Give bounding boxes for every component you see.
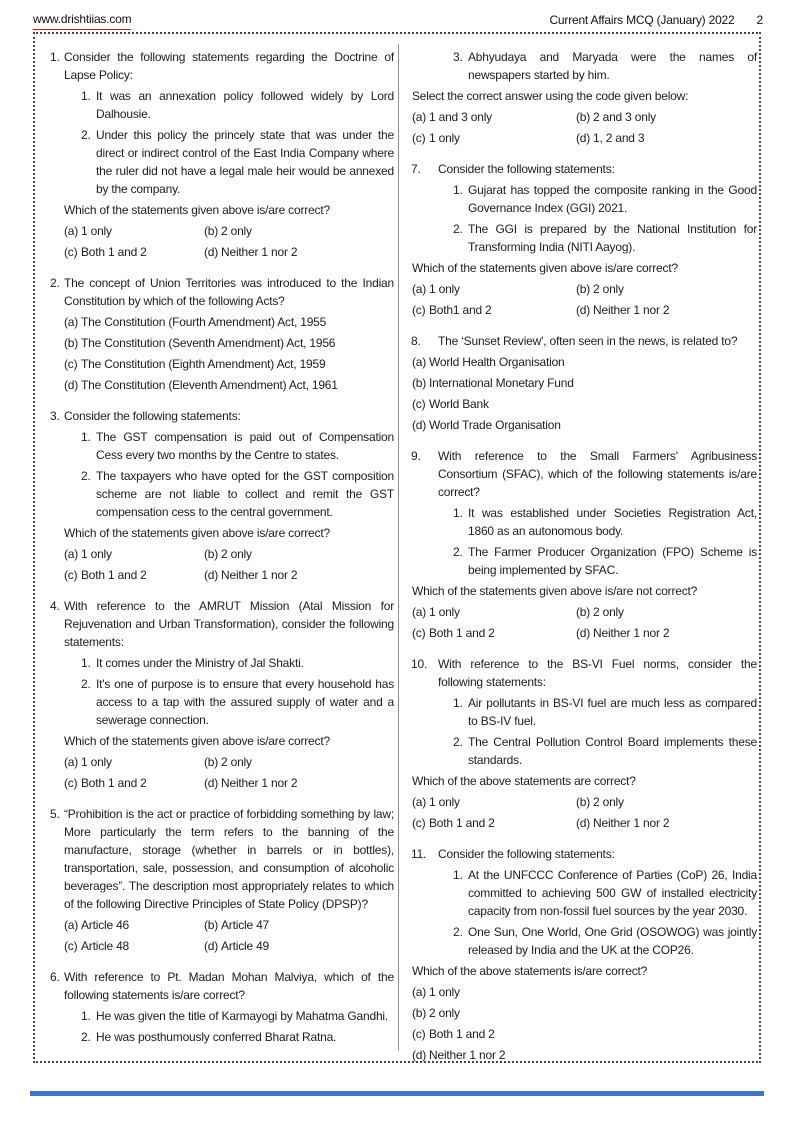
option bbox=[64, 545, 204, 563]
statement-text: It was established under Societies Registration Act, 1860 as an autonomous body. bbox=[468, 506, 757, 538]
option-text: Article 47 bbox=[221, 918, 270, 932]
options bbox=[64, 313, 394, 394]
option-text: Both 1 and 2 bbox=[81, 245, 147, 259]
option-label: (a) bbox=[64, 315, 79, 329]
question-text: The concept of Union Territories was introduced to the Indian Constitution by which of the following Acts? bbox=[64, 276, 394, 308]
option bbox=[412, 814, 576, 832]
option bbox=[64, 916, 204, 934]
question-text: With reference to the AMRUT Mission (Atal Mission for Rejuvenation and Urban Transformation), consider the following statements: bbox=[64, 599, 394, 649]
question-prompt: Which of the above statements are correct? bbox=[412, 774, 636, 788]
option bbox=[412, 1004, 757, 1022]
option-label: (b) bbox=[204, 547, 219, 561]
option-text: 1 only bbox=[429, 795, 460, 809]
page-header bbox=[549, 11, 763, 29]
statement-number: 3. bbox=[453, 50, 463, 64]
option-label: (a) bbox=[64, 755, 79, 769]
statement-text: The Central Pollution Control Board implements these standards. bbox=[468, 735, 757, 767]
options bbox=[412, 603, 757, 642]
option-text: 2 only bbox=[221, 755, 252, 769]
option bbox=[412, 1025, 757, 1043]
option-text: The Constitution (Fourth Amendment) Act, 1955 bbox=[81, 315, 327, 329]
column-right bbox=[410, 48, 757, 1064]
question-2 bbox=[48, 274, 394, 394]
statement-text: He was given the title of Karmayogi by Mahatma Gandhi. bbox=[96, 1009, 389, 1023]
options bbox=[412, 353, 757, 434]
option-text: 1, 2 and 3 bbox=[593, 131, 645, 145]
option-label: (b) bbox=[576, 282, 591, 296]
option bbox=[64, 334, 394, 352]
statement-text: At the UNFCCC Conference of Parties (CoP) 26, India committed to achieving 500 GW of installed electricity capacity from non-fossil fuel sources by the year 2030. bbox=[468, 868, 757, 918]
option-text: 2 only bbox=[221, 224, 252, 238]
option-label: (d) bbox=[576, 303, 591, 317]
option-label: (c) bbox=[64, 939, 78, 953]
question-text: Consider the following statements: bbox=[438, 162, 615, 176]
statement bbox=[453, 923, 757, 959]
page-number: 2 bbox=[756, 13, 763, 27]
option bbox=[576, 814, 757, 832]
question-4 bbox=[48, 597, 394, 792]
option-text: Both1 and 2 bbox=[429, 303, 492, 317]
option-text: 1 only bbox=[429, 282, 460, 296]
option-text: Both 1 and 2 bbox=[429, 816, 495, 830]
option-text: Article 49 bbox=[221, 939, 270, 953]
option bbox=[204, 753, 394, 771]
statement bbox=[453, 733, 757, 769]
statement-text: It comes under the Ministry of Jal Shakti. bbox=[96, 656, 304, 670]
option bbox=[204, 243, 394, 261]
option bbox=[204, 774, 394, 792]
question-10 bbox=[410, 655, 757, 832]
option-text: 2 only bbox=[593, 282, 624, 296]
statement bbox=[81, 428, 394, 464]
statement bbox=[453, 866, 757, 920]
option-text: Neither 1 nor 2 bbox=[593, 303, 670, 317]
statement bbox=[453, 504, 757, 540]
option-text: 2 only bbox=[221, 547, 252, 561]
option-label: (d) bbox=[204, 776, 219, 790]
option bbox=[412, 108, 576, 126]
question-text: Consider the following statements: bbox=[438, 847, 615, 861]
option bbox=[412, 603, 576, 621]
statement-text: The Farmer Producer Organization (FPO) Scheme is being implemented by SFAC. bbox=[468, 545, 757, 577]
option-text: 1 only bbox=[429, 131, 460, 145]
option bbox=[204, 222, 394, 240]
statement-text: Air pollutants in BS-VI fuel are much less as compared to BS-IV fuel. bbox=[468, 696, 757, 728]
option-label: (c) bbox=[412, 397, 426, 411]
option-text: World Trade Organisation bbox=[429, 418, 561, 432]
option-label: (b) bbox=[64, 336, 79, 350]
column-divider bbox=[398, 44, 399, 1051]
question-text: With reference to the BS-VI Fuel norms, consider the following statements: bbox=[438, 657, 757, 689]
options bbox=[412, 280, 757, 319]
option-text: World Health Organisation bbox=[429, 355, 565, 369]
option-label: (b) bbox=[204, 918, 219, 932]
option bbox=[576, 301, 757, 319]
option-label: (a) bbox=[412, 795, 427, 809]
options bbox=[64, 545, 394, 584]
option-label: (c) bbox=[64, 568, 78, 582]
question-prompt: Which of the statements given above is/are not correct? bbox=[412, 584, 698, 598]
statement bbox=[81, 675, 394, 729]
question-3 bbox=[48, 407, 394, 584]
option bbox=[64, 376, 394, 394]
options bbox=[64, 222, 394, 261]
option bbox=[412, 395, 757, 413]
option-label: (d) bbox=[204, 939, 219, 953]
option bbox=[412, 129, 576, 147]
option-label: (c) bbox=[64, 776, 78, 790]
option-text: 1 only bbox=[429, 985, 460, 999]
question-number: 10. bbox=[411, 657, 428, 671]
statement-number: 1. bbox=[81, 1009, 91, 1023]
option bbox=[576, 603, 757, 621]
option-text: 1 only bbox=[81, 547, 112, 561]
column-left bbox=[48, 48, 394, 1046]
question-prompt: Which of the statements given above is/are correct? bbox=[64, 526, 330, 540]
option bbox=[412, 793, 576, 811]
option-label: (b) bbox=[204, 224, 219, 238]
option-label: (b) bbox=[412, 1006, 427, 1020]
question-number: 4. bbox=[50, 599, 60, 613]
option-label: (a) bbox=[412, 355, 427, 369]
options bbox=[64, 916, 394, 955]
option-label: (d) bbox=[412, 1048, 427, 1062]
question-prompt: Select the correct answer using the code given below: bbox=[412, 89, 689, 103]
question-number: 7. bbox=[411, 162, 421, 176]
option-text: Neither 1 nor 2 bbox=[593, 626, 670, 640]
statement-text: He was posthumously conferred Bharat Ratna. bbox=[96, 1030, 337, 1044]
statement bbox=[453, 220, 757, 256]
option bbox=[412, 1046, 757, 1064]
option-label: (a) bbox=[412, 605, 427, 619]
options bbox=[412, 793, 757, 832]
option-label: (a) bbox=[64, 224, 79, 238]
statement-number: 1. bbox=[81, 656, 91, 670]
question-text: “Prohibition is the act or practice of forbidding something by law; More particularly the term refers to the banning of the manufacture, storage (whether in barrels or in bottles), transportation, sale, possession, and consumption of alcoholic beverages”. The description most appropriately relates to which of the following Directive Principles of State Policy (DPSP)? bbox=[64, 807, 394, 911]
question-11 bbox=[410, 845, 757, 1064]
question-text: With reference to the Small Farmers' Agribusiness Consortium (SFAC), which of the following statements is/are correct? bbox=[438, 449, 757, 499]
option bbox=[204, 545, 394, 563]
option bbox=[576, 624, 757, 642]
option-text: Neither 1 nor 2 bbox=[221, 245, 298, 259]
options bbox=[412, 983, 757, 1064]
option-label: (b) bbox=[576, 110, 591, 124]
option-text: Both 1 and 2 bbox=[429, 1027, 495, 1041]
option-label: (c) bbox=[412, 303, 426, 317]
question-8 bbox=[410, 332, 757, 434]
option-label: (a) bbox=[412, 282, 427, 296]
question-text: Consider the following statements regarding the Doctrine of Lapse Policy: bbox=[64, 50, 394, 82]
question-6-continued bbox=[410, 48, 757, 147]
statement bbox=[453, 543, 757, 579]
option-label: (a) bbox=[64, 918, 79, 932]
option-text: 2 only bbox=[429, 1006, 460, 1020]
option-label: (d) bbox=[412, 418, 427, 432]
option-text: The Constitution (Eighth Amendment) Act, 1959 bbox=[81, 357, 326, 371]
statement-number: 1. bbox=[453, 183, 463, 197]
option-text: Article 46 bbox=[81, 918, 130, 932]
statement-text: The GGI is prepared by the National Institution for Transforming India (NITI Aayog). bbox=[468, 222, 757, 254]
option-text: 2 and 3 only bbox=[593, 110, 656, 124]
question-7 bbox=[410, 160, 757, 319]
question-number: 5. bbox=[50, 807, 60, 821]
question-number: 11. bbox=[411, 847, 427, 861]
option-text: The Constitution (Seventh Amendment) Act, 1956 bbox=[81, 336, 336, 350]
statement-number: 1. bbox=[81, 89, 91, 103]
option bbox=[204, 937, 394, 955]
option-label: (d) bbox=[204, 568, 219, 582]
option-text: Neither 1 nor 2 bbox=[221, 568, 298, 582]
option bbox=[412, 624, 576, 642]
question-number: 3. bbox=[50, 409, 60, 423]
option-text: 2 only bbox=[593, 795, 624, 809]
option bbox=[412, 416, 757, 434]
option-label: (a) bbox=[412, 985, 427, 999]
statement bbox=[81, 467, 394, 521]
option bbox=[64, 313, 394, 331]
option bbox=[64, 774, 204, 792]
question-prompt: Which of the above statements is/are correct? bbox=[412, 964, 648, 978]
site-link[interactable]: www.drishtiias.com bbox=[33, 10, 131, 30]
option-text: 2 only bbox=[593, 605, 624, 619]
question-number: 9. bbox=[411, 449, 421, 463]
option bbox=[64, 222, 204, 240]
question-number: 6. bbox=[50, 970, 60, 984]
question-number: 1. bbox=[50, 50, 60, 64]
question-text: The ‘Sunset Review', often seen in the news, is related to? bbox=[438, 334, 738, 348]
option bbox=[412, 353, 757, 371]
statement-text: Gujarat has topped the composite ranking in the Good Governance Index (GGI) 2021. bbox=[468, 183, 757, 215]
question-number: 8. bbox=[411, 334, 421, 348]
option-label: (b) bbox=[412, 376, 427, 390]
options bbox=[412, 108, 757, 147]
option-label: (c) bbox=[412, 131, 426, 145]
option bbox=[412, 374, 757, 392]
question-9 bbox=[410, 447, 757, 642]
option bbox=[204, 916, 394, 934]
option-label: (b) bbox=[576, 795, 591, 809]
option-label: (a) bbox=[412, 110, 427, 124]
option-text: Both 1 and 2 bbox=[429, 626, 495, 640]
statement bbox=[81, 87, 394, 123]
option-text: The Constitution (Eleventh Amendment) Act, 1961 bbox=[81, 378, 338, 392]
question-prompt: Which of the statements given above is/are correct? bbox=[412, 261, 678, 275]
option bbox=[64, 243, 204, 261]
options bbox=[64, 753, 394, 792]
statement bbox=[81, 126, 394, 198]
question-5 bbox=[48, 805, 394, 955]
option-text: Neither 1 nor 2 bbox=[221, 776, 298, 790]
statement bbox=[453, 181, 757, 217]
statement bbox=[453, 48, 757, 84]
option-text: Article 48 bbox=[81, 939, 130, 953]
statement-number: 2. bbox=[81, 677, 91, 691]
statement-number: 2. bbox=[453, 735, 463, 749]
option-text: International Monetary Fund bbox=[429, 376, 574, 390]
statement bbox=[81, 1007, 394, 1025]
option bbox=[64, 566, 204, 584]
option-label: (b) bbox=[576, 605, 591, 619]
document-title: Current Affairs MCQ (January) 2022 bbox=[549, 13, 735, 27]
option-text: World Bank bbox=[429, 397, 489, 411]
statement-text: It was an annexation policy followed widely by Lord Dalhousie. bbox=[96, 89, 394, 121]
question-number: 2. bbox=[50, 276, 60, 290]
option-text: Both 1 and 2 bbox=[81, 568, 147, 582]
statement-text: One Sun, One World, One Grid (OSOWOG) was jointly released by India and the UK at the COP26. bbox=[468, 925, 757, 957]
question-1 bbox=[48, 48, 394, 261]
option bbox=[576, 280, 757, 298]
statement-text: It's one of purpose is to ensure that every household has access to a tap with the assured supply of water and a sewerage connection. bbox=[96, 677, 394, 727]
question-prompt: Which of the statements given above is/are correct? bbox=[64, 734, 330, 748]
statement bbox=[453, 694, 757, 730]
option-text: Both 1 and 2 bbox=[81, 776, 147, 790]
option bbox=[576, 108, 757, 126]
statement-text: Under this policy the princely state that was under the direct or indirect control of the East India Company where the ruler did not have a legal male heir would be annexed by the company. bbox=[96, 128, 394, 196]
statement-number: 2. bbox=[81, 1030, 91, 1044]
statement-text: The taxpayers who have opted for the GST composition scheme are not liable to collect and remit the GST compensation cess to the central government. bbox=[96, 469, 394, 519]
option-label: (d) bbox=[204, 245, 219, 259]
statement-number: 1. bbox=[453, 696, 463, 710]
option-label: (d) bbox=[576, 626, 591, 640]
statement-text: The GST compensation is paid out of Compensation Cess every two months by the Centre to states. bbox=[96, 430, 394, 462]
option-label: (d) bbox=[576, 131, 591, 145]
option-label: (a) bbox=[64, 547, 79, 561]
statement-number: 2. bbox=[453, 545, 463, 559]
option bbox=[204, 566, 394, 584]
option-text: Neither 1 nor 2 bbox=[429, 1048, 506, 1062]
statement bbox=[81, 1028, 394, 1046]
statement-number: 2. bbox=[81, 128, 91, 142]
option-label: (c) bbox=[64, 357, 78, 371]
option-text: 1 only bbox=[429, 605, 460, 619]
option-label: (c) bbox=[412, 816, 426, 830]
option bbox=[64, 753, 204, 771]
statement-number: 2. bbox=[453, 222, 463, 236]
option-label: (c) bbox=[64, 245, 78, 259]
statement-text: Abhyudaya and Maryada were the names of newspapers started by him. bbox=[468, 50, 757, 82]
statement bbox=[81, 654, 394, 672]
option-label: (c) bbox=[412, 626, 426, 640]
statement-number: 2. bbox=[81, 469, 91, 483]
question-prompt: Which of the statements given above is/are correct? bbox=[64, 203, 330, 217]
option-text: 1 and 3 only bbox=[429, 110, 492, 124]
option-label: (c) bbox=[412, 1027, 426, 1041]
option-text: 1 only bbox=[81, 224, 112, 238]
footer-blue-rule bbox=[30, 1091, 764, 1096]
option bbox=[412, 983, 757, 1001]
statement-number: 1. bbox=[81, 430, 91, 444]
option bbox=[64, 937, 204, 955]
option-label: (d) bbox=[64, 378, 79, 392]
option-text: Neither 1 nor 2 bbox=[593, 816, 670, 830]
option bbox=[412, 280, 576, 298]
option-label: (d) bbox=[576, 816, 591, 830]
question-6 bbox=[48, 968, 394, 1046]
option bbox=[576, 793, 757, 811]
content-area bbox=[33, 32, 761, 1063]
statement-number: 1. bbox=[453, 868, 463, 882]
option bbox=[64, 355, 394, 373]
question-text: With reference to Pt. Madan Mohan Malviya, which of the following statements is/are correct? bbox=[64, 970, 394, 1002]
statement-number: 1. bbox=[453, 506, 463, 520]
question-text: Consider the following statements: bbox=[64, 409, 241, 423]
option-label: (b) bbox=[204, 755, 219, 769]
option-text: 1 only bbox=[81, 755, 112, 769]
statement-number: 2. bbox=[453, 925, 463, 939]
option bbox=[576, 129, 757, 147]
option bbox=[412, 301, 576, 319]
